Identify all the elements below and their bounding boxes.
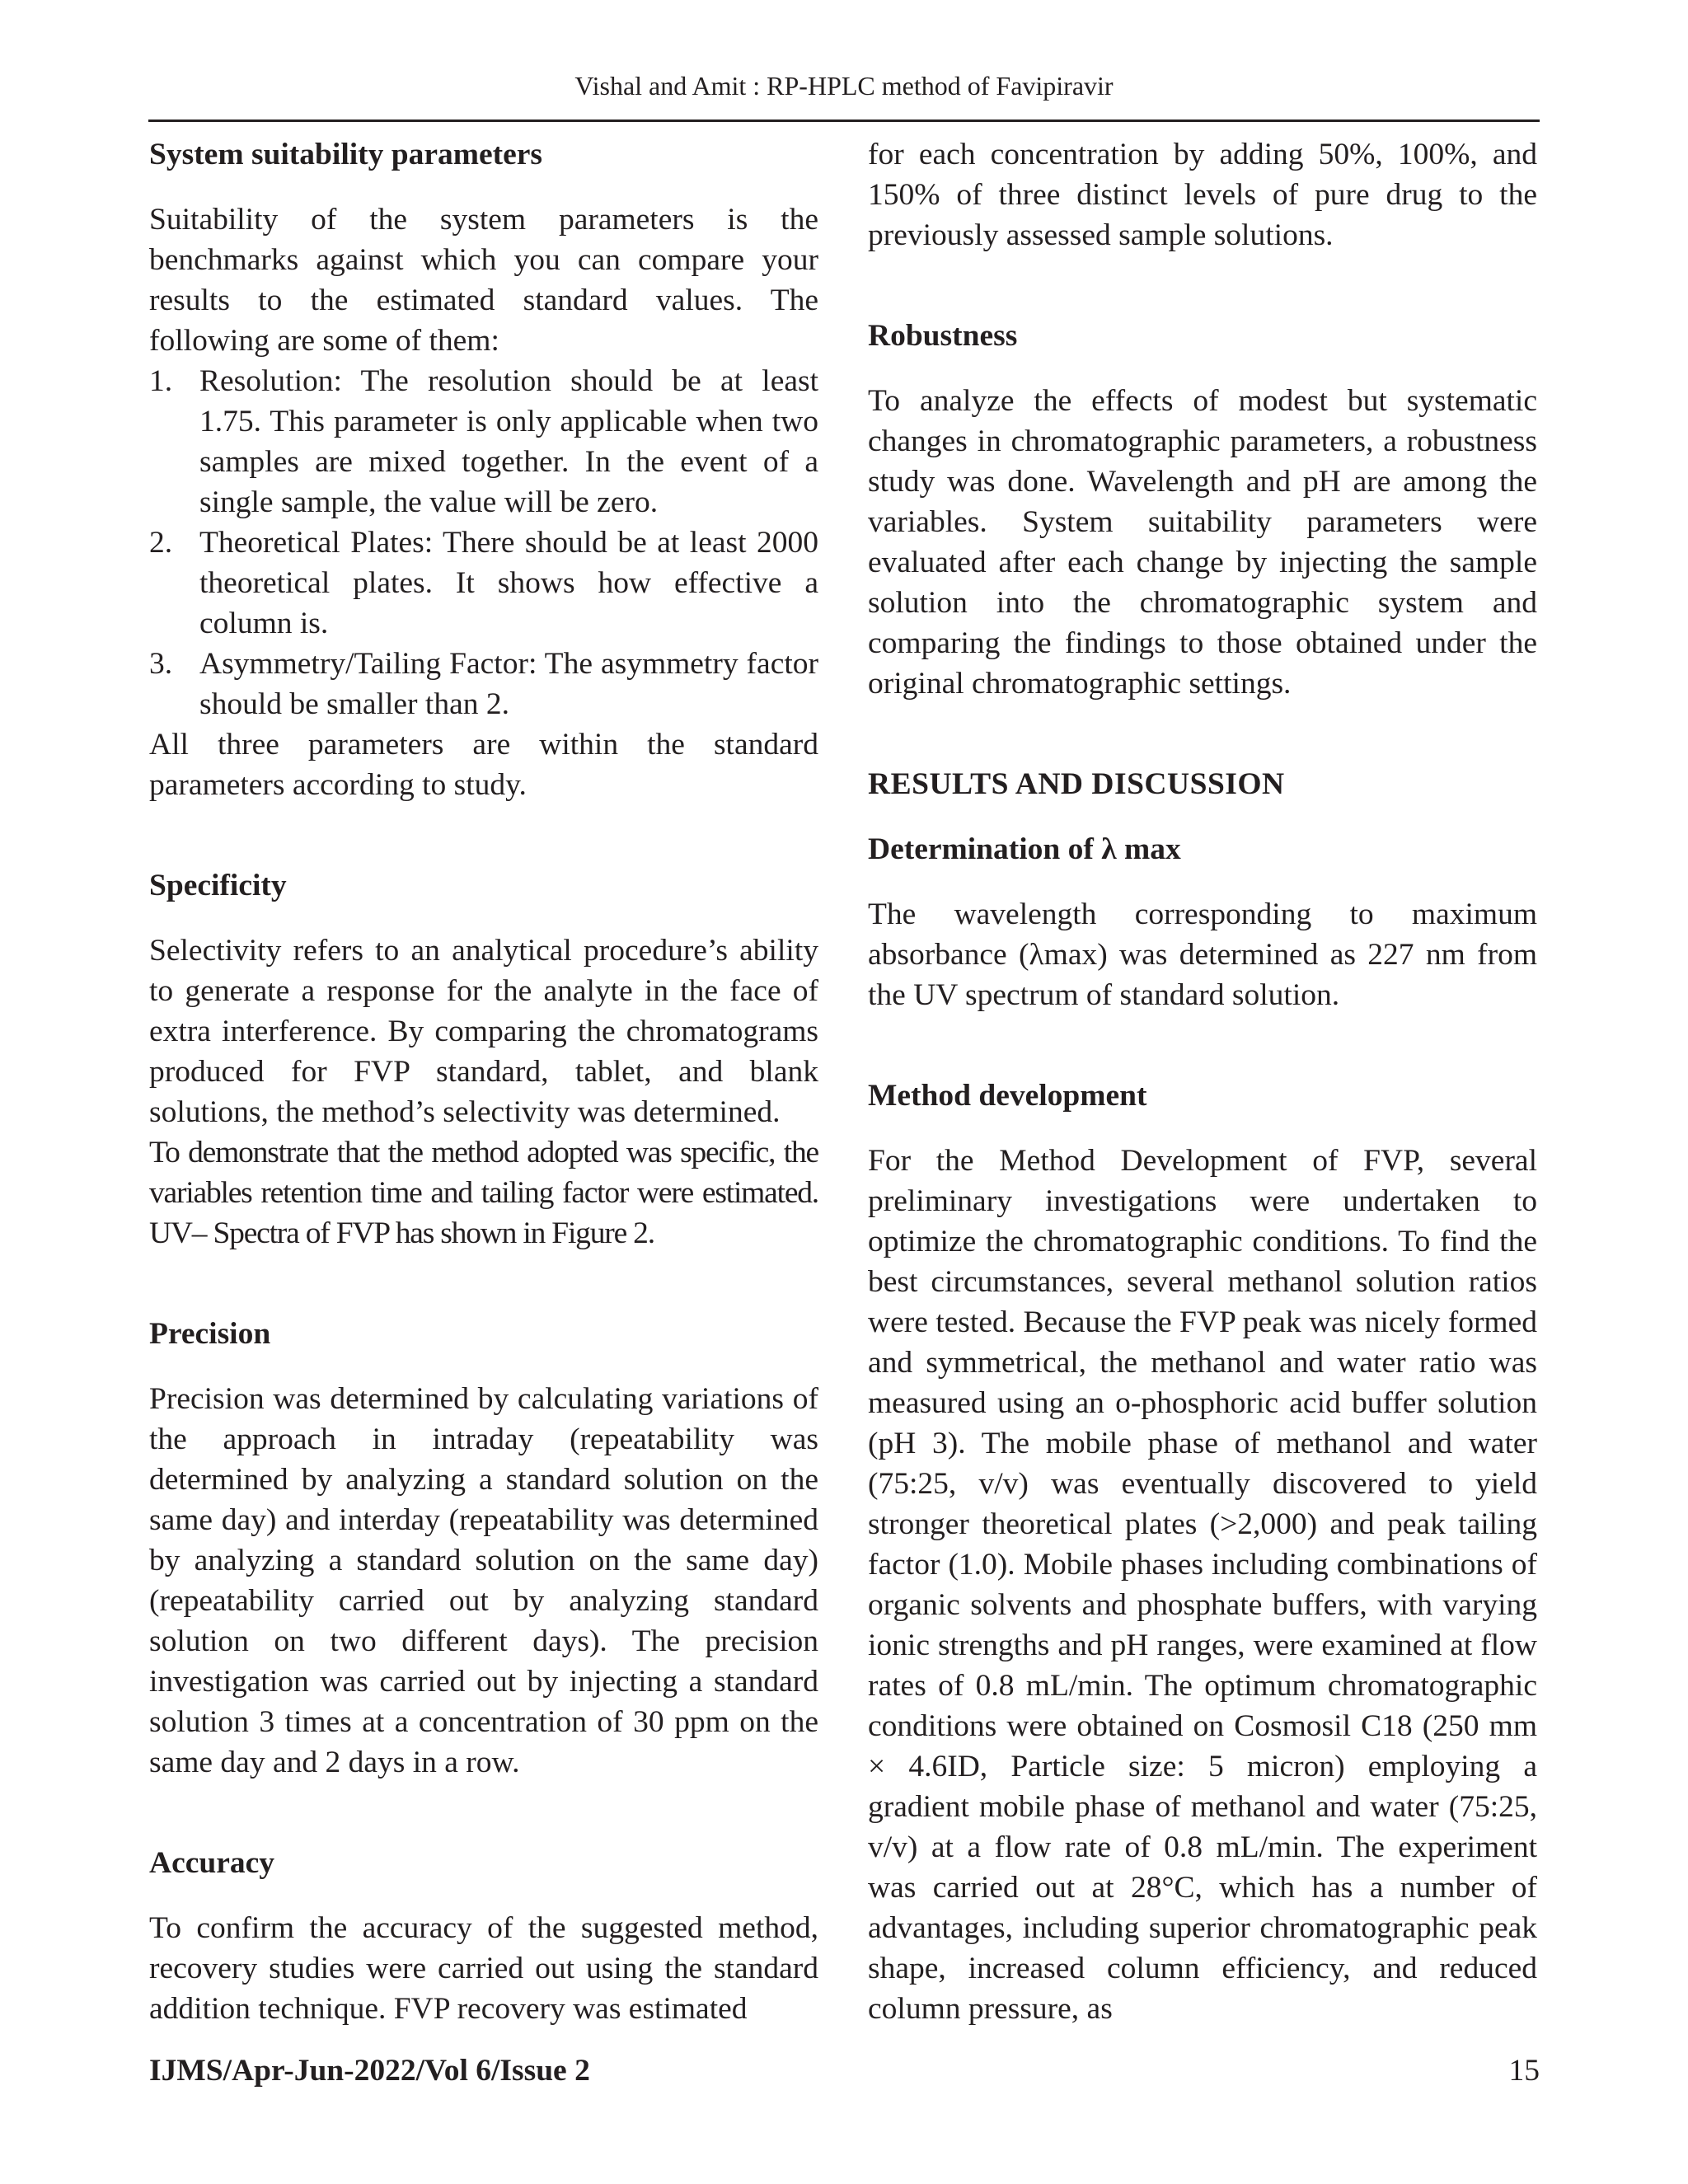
list-item [149,361,818,523]
left-column [149,134,818,2029]
specificity-section [149,865,818,1254]
list-item-text: Resolution: The resolution should be at least 1.75. This parameter is only applicable when two samples are mixed together. In the event of a single sample, the value will be zero. [199,364,818,519]
method-development-paragraph: For the Method Development of FVP, several preliminary investigations were undertaken to optimize the chromatographic conditions. To find the best circumstances, several methanol solution ratios were tested. Because the FVP peak was nicely formed and symmetrical, the methanol and water ratio was measured using an o-phosphoric acid buffer solution (pH 3). The mobile phase of methanol and water (75:25, v/v) was eventually discovered to yield stronger theoretical plates (>2,000) and peak tailing factor (1.0). Mobile phases including combinations of organic solvents and phosphate buffers, with varying ionic strengths and pH ranges, were examined at flow rates of 0.8 mL/min. The optimum chromatographic conditions were obtained on Cosmosil C18 (250 mm × 4.6ID, Particle size: 5 micron) employing a gradient mobile phase of methanol and water (75:25, v/v) at a flow rate of 0.8 mL/min. The experiment was carried out at 28°C, which has a number of advantages, including superior chromatographic peak shape, increased column efficiency, and reduced column pressure, as [868,1144,1537,2026]
journal-citation: IJMS/Apr-Jun-2022/Vol 6/Issue 2 [149,2054,590,2088]
robustness-heading: Robustness [868,319,1018,353]
system-suitability-section [149,134,818,805]
precision-section [149,1314,818,1783]
list-item [149,523,818,644]
system-suitability-intro: Suitability of the system parameters is the benchmarks against which you can compare your results to the estimated standard values. The following are some of them: [149,203,818,358]
accuracy-continued-paragraph: for each concentration by adding 50%, 100%, and 150% of three distinct levels of pure drug to the previously assessed sample solutions. [868,138,1537,252]
system-suitability-heading: System suitability parameters [149,138,543,171]
list-item-number: 3. [149,647,173,681]
system-suitability-conclusion: All three parameters are within the standard parameters according to study. [149,728,818,802]
precision-heading: Precision [149,1317,271,1351]
list-item-text: Asymmetry/Tailing Factor: The asymmetry factor should be smaller than 2. [199,647,818,721]
results-heading: RESULTS AND DISCUSSION [868,767,1285,801]
method-development-heading: Method development [868,1079,1147,1113]
list-item-number: 2. [149,526,173,560]
specificity-paragraph: To demonstrate that the method adopted was specific, the variables retention time and tailing factor were estimated. UV– Spectra of FVP has shown in Figure 2. [149,1136,818,1250]
header-rule [148,120,1540,122]
lambda-max-paragraph: The wavelength corresponding to maximum absorbance (λmax) was determined as 227 nm from the UV spectrum of standard solution. [868,898,1537,1012]
accuracy-paragraph: To confirm the accuracy of the suggested method, recovery studies were carried out using the standard addition technique. FVP recovery was estimated [149,1911,818,2026]
precision-paragraph: Precision was determined by calculating variations of the approach in intraday (repeatability was determined by analyzing a standard solution on the same day) and interday (repeatability was determined by analyzing a standard solution on the same day) (repeatability carried out by analyzing standard solution on two different days). The precision investigation was carried out by injecting a standard solution 3 times at a concentration of 30 ppm on the same day and 2 days in a row. [149,1382,818,1779]
accuracy-section [149,1843,818,2029]
specificity-paragraph: Selectivity refers to an analytical procedure’s ability to generate a response for the analyte in the face of extra interference. By comparing the chromatograms produced for FVP standard, tablet, and blank solutions, the method’s selectivity was determined. [149,934,818,1129]
system-suitability-list [149,361,818,724]
lambda-max-heading: Determination of λ max [868,832,1181,866]
accuracy-heading: Accuracy [149,1846,275,1880]
specificity-heading: Specificity [149,869,287,902]
right-column [868,134,1537,2029]
list-item-text: Theoretical Plates: There should be at least 2000 theoretical plates. It shows how effective a column is. [199,526,818,640]
list-item [149,644,818,724]
method-development-section [868,1076,1537,2029]
page-number: 15 [1508,2054,1540,2088]
results-section [868,764,1537,1015]
robustness-paragraph: To analyze the effects of modest but systematic changes in chromatographic parameters, a robustness study was done. Wavelength and pH are among the variables. System suitability parameters were evaluated after each change by injecting the sample solution into the chromatographic system and comparing the findings to those obtained under the original chromatographic settings. [868,384,1537,701]
list-item-number: 1. [149,364,173,398]
running-header: Vishal and Amit : RP-HPLC method of Favipiravir [574,71,1114,101]
robustness-section [868,316,1537,704]
